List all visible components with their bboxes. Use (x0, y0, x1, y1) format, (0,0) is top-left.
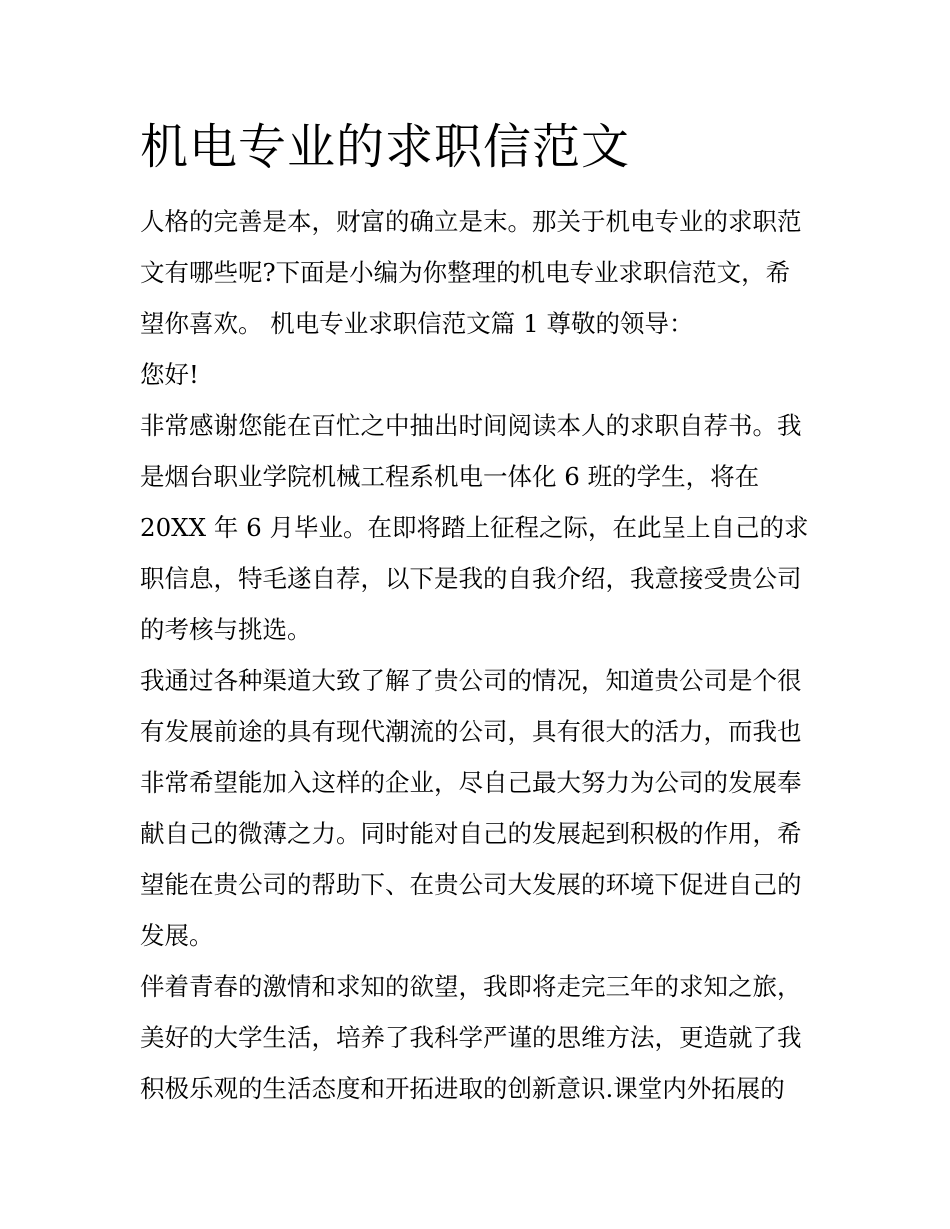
body-line: 是烟台职业学院机械工程系机电一体化 6 班的学生，将在 (140, 462, 760, 491)
body-line: 献自己的微薄之力。同时能对自己的发展起到积极的作用，希 (140, 819, 802, 848)
body-line: 望你喜欢。 机电专业求职信范文篇 1 尊敬的领导： (140, 309, 694, 338)
body-line: 人格的完善是本，财富的确立是末。那关于机电专业的求职范 (140, 207, 802, 236)
body-line: 有发展前途的具有现代潮流的公司，具有很大的活力，而我也 (140, 717, 802, 746)
body-line: 美好的大学生活，培养了我科学严谨的思维方法，更造就了我 (140, 1023, 802, 1052)
body-line: 的考核与挑选。 (140, 615, 312, 644)
body-line: 文有哪些呢?下面是小编为你整理的机电专业求职信范文，希 (140, 258, 791, 287)
document-title: 机电专业的求职信范文 (140, 119, 631, 175)
body-line: 非常希望能加入这样的企业，尽自己最大努力为公司的发展奉 (140, 768, 802, 797)
body-line: 伴着青春的激情和求知的欲望，我即将走完三年的求知之旅， (140, 972, 802, 1001)
body-line: 非常感谢您能在百忙之中抽出时间阅读本人的求职自荐书。我 (140, 411, 802, 440)
body-line: 您好! (140, 360, 199, 389)
body-line: 职信息，特毛遂自荐，以下是我的自我介绍，我意接受贵公司 (140, 564, 802, 593)
body-line: 发展。 (140, 921, 214, 950)
body-line: 20XX 年 6 月毕业。在即将踏上征程之际，在此呈上自己的求 (140, 513, 809, 542)
body-line: 望能在贵公司的帮助下、在贵公司大发展的环境下促进自己的 (140, 870, 802, 899)
body-line: 我通过各种渠道大致了解了贵公司的情况，知道贵公司是个很 (140, 666, 802, 695)
body-line: 积极乐观的生活态度和开拓进取的创新意识.课堂内外拓展的 (140, 1074, 785, 1103)
